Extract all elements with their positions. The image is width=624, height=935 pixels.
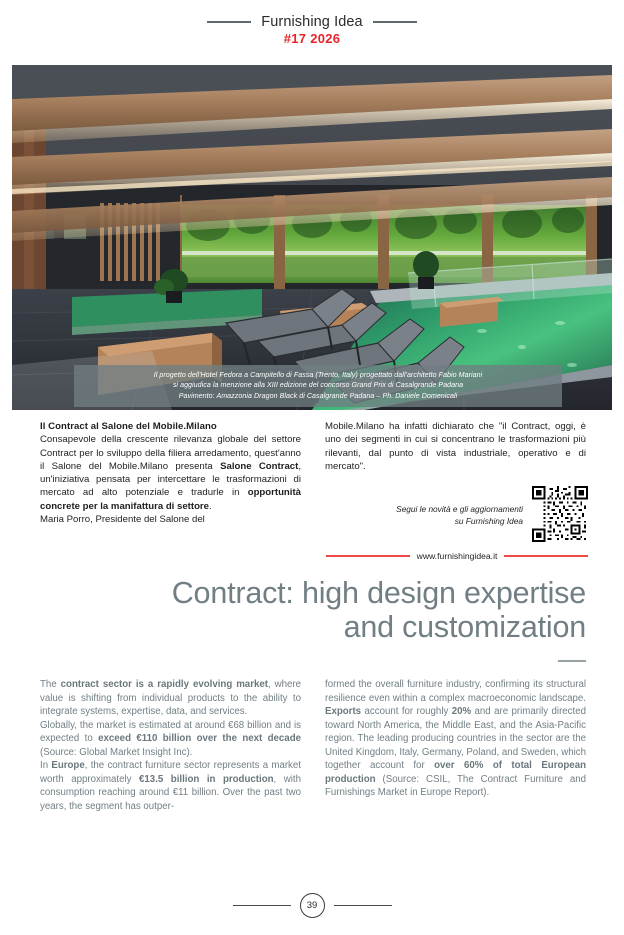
page-title-line-2: and customization <box>343 610 586 644</box>
masthead-issue: #17 2026 <box>283 31 341 46</box>
follow-us-line-2: su Furnishing Idea <box>454 515 523 526</box>
english-body-left: The contract sector is a rapidly evolving market, where value is shifting from individual products to the ability to integrate systems, expertise, data, and services. Globally, the market is estimated at around €68 billion and is expected to exceed €110 billion over the next decade (Source: Global Market Insight Inc). In Europe, the contract furniture sector represents a market worth approximately €13.5 billion in production, with consumption reaching around €11 billion. Over the past two years, the segment has outper- <box>40 679 301 812</box>
page-title <box>40 576 586 644</box>
masthead-title-row <box>0 14 624 30</box>
english-column-left <box>40 678 301 813</box>
title-divider <box>558 660 586 662</box>
hotel-pool-illustration <box>12 65 612 410</box>
italian-headline: Il Contract al Salone del Mobile.Milano <box>40 421 217 432</box>
hero-caption-line-2: si aggiudica la menzione alla XIII edizione del concorso Grand Prix di Casalgrande Padana <box>172 381 464 389</box>
italian-body-left: Consapevole della crescente rilevanza globale del settore Contract per lo sviluppo della filiera arredamento, quest'anno il Salone del Mobile.Milano presenta Salone Contract, un'iniziativa pensata per intercettare le trasformazioni di mercato ad alto potenziale e tradurle in opportunità concrete per la manifattura di settore. Maria Porro, Presidente del Salone del <box>40 434 301 526</box>
masthead <box>0 14 624 46</box>
masthead-title: Furnishing Idea <box>261 14 363 30</box>
website-rule-left <box>326 555 410 557</box>
hero-caption-line-1: Il progetto dell'Hotel Fedora a Campitello di Fassa (Trento, Italy) progettato dall'architetto Fabio Mariani <box>153 370 483 379</box>
page-title-line-1: Contract: high design expertise <box>171 576 586 610</box>
masthead-rule-left <box>207 21 251 23</box>
italian-body-right: Mobile.Milano ha infatti dichiarato che "il Contract, oggi, è uno dei segmenti in cui si concentrano le trasformazioni più rilevanti, dal punto di vista industriale, operativo e di mercato". <box>325 421 586 472</box>
website-rule-right <box>504 555 588 557</box>
page-number: 39 <box>300 893 325 918</box>
english-article <box>40 678 586 813</box>
hero-image <box>12 65 612 410</box>
follow-us-block <box>326 486 588 542</box>
website-url[interactable]: www.furnishingidea.it <box>416 551 498 561</box>
page-footer <box>0 893 624 918</box>
follow-us-line-1: Segui le novità e gli aggiornamenti <box>396 504 523 514</box>
hero-caption-line-3: Pavimento: Amazzonia Dragon Black di Casalgrande Padana – Ph. Daniele Domenicali <box>178 391 458 400</box>
masthead-rule-right <box>373 21 417 23</box>
italian-column-left <box>40 420 301 526</box>
qr-code[interactable] <box>532 486 588 542</box>
footer-rule-left <box>233 905 291 906</box>
hero-caption <box>74 365 562 408</box>
english-column-right <box>325 678 586 813</box>
footer-rule-right <box>334 905 392 906</box>
website-row <box>326 551 588 561</box>
english-body-right: formed the overall furniture industry, confirming its structural resilience even within a complex macroeconomic landscape. Exports account for roughly 20% and are primarily directed toward North America, the Middle East, and the Asia-Pacific region. The leading producing countries in the sector are the United Kingdom, Italy, Germany, Poland, and Sweden, which together account for over 60% of total European production (Source: CSIL, The Contract Furniture and Furnishings Market in Europe Report). <box>325 679 586 798</box>
follow-us-text <box>347 486 523 527</box>
